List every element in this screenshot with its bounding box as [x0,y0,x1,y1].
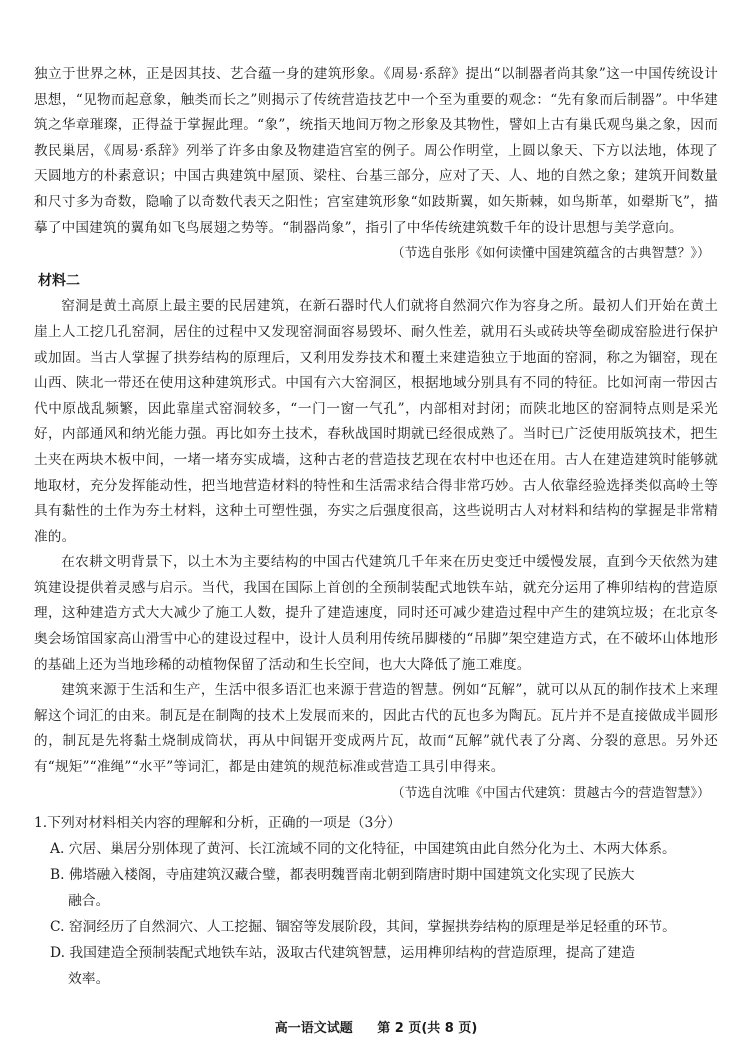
option-d-line1: D. 我国建造全预制装配式地铁车站，汲取古代建筑智慧，运用榫卯结构的营造原理，提高了建造 [50,945,636,962]
option-b [34,862,718,914]
footer-page-number: 第 2 页(共 8 页) [377,1021,478,1036]
option-b-line1: B. 佛塔融入楼阁，寺庙建筑汉藏合璧，都表明魏晋南北朝到隋唐时期中国建筑文化实现了民族大 [50,867,635,884]
material2-source: （节选自沈唯《中国古代建筑：贯越古今的营造智慧》） [391,785,710,801]
footer-title: 高一语文试题 [274,1021,353,1036]
option-d-line2: 效率。 [68,971,110,988]
question-1 [34,810,718,992]
material2-paragraph-1: 窑洞是黄土高原上最主要的民居建筑，在新石器时代人们就将自然洞穴作为容身之所。最初人们开始在黄土崖上人工挖几孔窑洞，居住的过程中又发现窑洞面容易毁坏、耐久性差，就用石头或砖块等垒砌成窑脸进行保护或加固。当古人掌握了拱券结构的原理后，又利用发券技术和覆土来建造独立于地面的窑洞，称之为锢窑，现在山西、陕北一带还在使用这种建筑形式。中国有六大窑洞区，根据地域分别具有不同的特征。比如河南一带因古代中原战乱频繁，因此靠崖式窑洞较多，“一门一窗一气孔”，内部相对封闭；而陕北地区的窑洞特点则是采光好，内部通风和纳光能力强。再比如夯土技术，春秋战国时期就已经很成熟了。当时已广泛使用版筑技术，把生土夹在两块木板中间，一堵一堵夯实成墙，这种古老的营造技艺现在农村中也还在用。古人在建造建筑时能够就地取材，充分发挥能动性，把当地营造材料的特性和生活需求结合得非常巧妙。古人依靠经验选择类似高岭土等具有黏性的土作为夯土材料，这种土可塑性强，夯实之后强度很高，这些说明古人对材料和结构的掌握是非常精准的。 [34,298,718,545]
option-c: C. 窑洞经历了自然洞穴、人工挖掘、锢窑等发展阶段，其间，掌握拱券结构的原理是举足轻重的环节。 [50,919,676,936]
page-footer [0,1017,752,1036]
material2-paragraph-2: 在农耕文明背景下，以土木为主要结构的中国古代建筑几千年来在历史变迁中缓慢发展，直到今天依然为建筑建设提供着灵感与启示。当代，我国在国际上首创的全预制装配式地铁车站，就充分运用了榫卯结构的营造原理，这种建造方式大大减少了施工人数，提升了建造速度，同时还可减少建造过程中产生的建筑垃圾；在北京冬奥会场馆国家高山滑雪中心的建设过程中，设计人员利用传统吊脚楼的“吊脚”架空建造方式，在不破坏山体地形的基础上还为当地珍稀的动植物保留了活动和生长空间，也大大降低了施工难度。 [34,554,718,673]
option-b-line2: 融合。 [68,893,110,910]
material2-title: 材料二 [38,272,80,289]
material1-source: （节选自张彤《如何读懂中国建筑蕴含的古典智慧？》） [391,246,710,262]
material1-paragraph: 独立于世界之林，正是因其技、艺合蕴一身的建筑形象。《周易·系辞》提出“以制器者尚其象”这一中国传统设计思想，“见物而起意象，触类而长之”则揭示了传统营造技艺中一个至为重要的观念：“先有象而后制器”。中华建筑之华章璀璨，正得益于掌握此理。“象”，统指天地间万物之形象及其物性，譬如上古有巢氏观鸟巢之象，因而教民巢居，《周易·系辞》列举了许多由象及物建造宫室的例子。周公作明堂，上圆以象天、下方以法地，体现了天圆地方的朴素意识；中国古典建筑中屋顶、梁柱、台基三部分，应对了天、人、地的自然之象；建筑开间数量和尺寸多为奇数，隐喻了以奇数代表天之阳性；宫室建筑形象“如跂斯翼，如矢斯棘，如鸟斯革，如翚斯飞”，描摹了中国建筑的翼角如飞鸟展翅之势等。“制器尚象”，指引了中华传统建筑数千年的设计思想与美学意向。 [34,66,718,236]
question-stem: 1.下列对材料相关内容的理解和分析，正确的一项是（3分） [34,815,401,832]
material2-paragraph-3: 建筑来源于生活和生产，生活中很多语汇也来源于营造的智慧。例如“瓦解”，就可以从瓦的制作技术上来理解这个词汇的由来。制瓦是在制陶的技术上发展而来的，因此古代的瓦也多为陶瓦。瓦片并不是直接做成半圆形的，制瓦是先将黏土烧制成筒状，再从中间锯开变成两片瓦，故而“瓦解”就代表了分离、分裂的意思。另外还有“规矩”“准绳”“水平”等词汇，都是由建筑的规范标准或营造工具引申得来。 [34,682,718,776]
option-d [34,940,718,992]
option-a: A. 穴居、巢居分别体现了黄河、长江流域不同的文化特征，中国建筑由此自然分化为土、木两大体系。 [50,841,676,858]
